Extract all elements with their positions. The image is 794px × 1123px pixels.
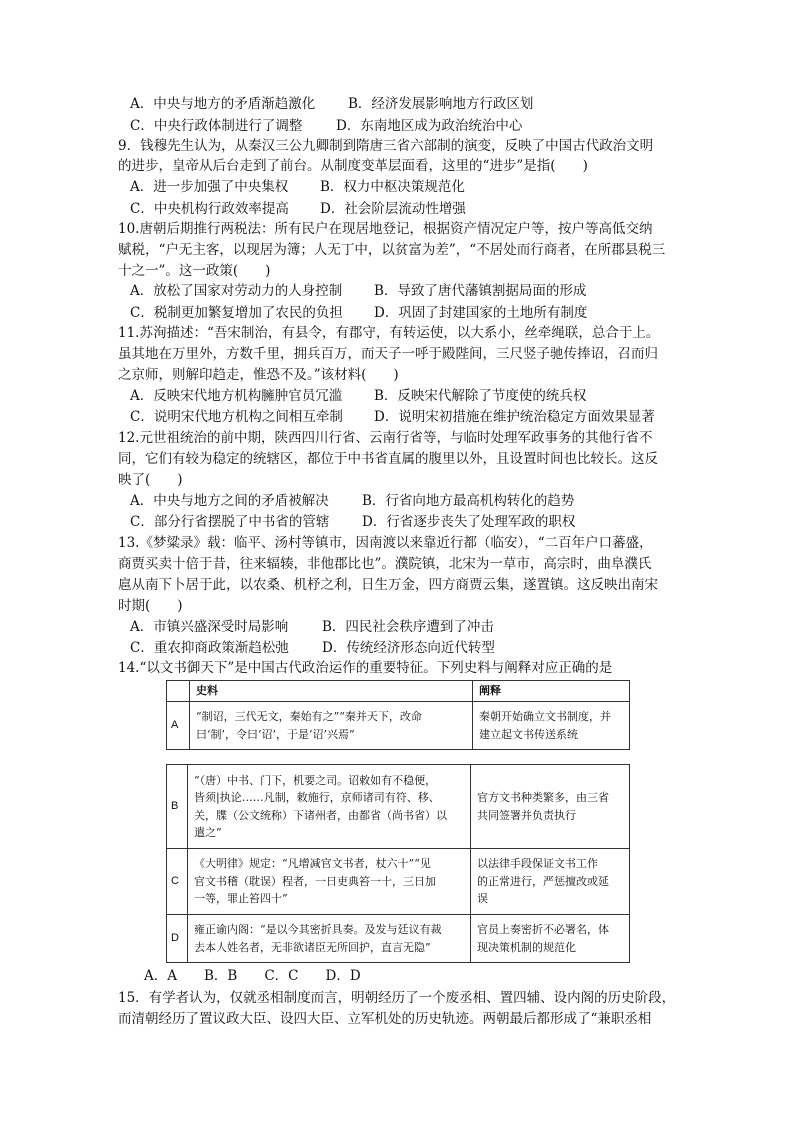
row-a-explanation — [473, 702, 630, 750]
q9-option-a: A．进一步加强了中央集权 — [130, 179, 289, 195]
row-a-label: A — [167, 702, 190, 750]
q13-stem-line-3: 扈从南下卜居于此，以农桑、机杼之利，日生万金，四方商贾云集，遂置镇。这反映出南宋 — [118, 577, 658, 593]
q12-stem-line-1: 12.元世祖统治的前中期，陕西四川行省、云南行省等，与临时处理军政事务的其他行省不 — [118, 430, 653, 446]
q11-options-row-1 — [130, 386, 690, 406]
q12-option-d: D．行省逐步丧失了处理军政的职权 — [362, 514, 576, 530]
q12-options-row-2 — [130, 512, 690, 532]
q11-stem-line-3: 之京师，则解印趋走，惟恐不及。”该材料( ) — [118, 367, 399, 383]
q12-options-row-1 — [130, 491, 690, 511]
row-c-source-line: 官文书稽（耽误）程者，一日吏典笞一十，三日加 — [194, 874, 436, 888]
row-d-explanation — [471, 915, 630, 963]
row-d-expl-line: 现决策机制的规范化 — [477, 940, 576, 954]
q11-option-a: A．反映宋代地方机构臃肿官员冗滥 — [130, 388, 343, 404]
q10-options-row-1 — [130, 281, 690, 301]
q13-option-a: A．市镇兴盛深受时局影响 — [130, 619, 289, 635]
row-a-source-line: 曰‘制’，令曰‘诏’，于是‘诏’兴焉” — [196, 727, 355, 741]
q12-option-a: A．中央与地方之间的矛盾被解决 — [130, 493, 329, 509]
q10-stem-line-2: 赋税，“户无主客，以现居为簿；人无丁中，以贫富为差”，“不居处而行商者，在所郡县税三 — [118, 242, 666, 258]
q13-stem-line-2: 商贾买卖十倍于昔，往来辐辏，非他郡比也”。濮院镇，北宋为一草市，高宗时，曲阜濮氏 — [118, 556, 652, 572]
q9-option-d: D．社会阶层流动性增强 — [320, 201, 466, 217]
q12-option-c: C．部分行省摆脱了中书省的管辖 — [130, 514, 330, 530]
q10-option-a: A．放松了国家对劳动力的人身控制 — [130, 283, 343, 299]
q13-option-c: C．重农抑商政策渐趋松弛 — [130, 640, 289, 656]
q14-table-header — [167, 681, 630, 702]
row-c-expl-line: 的正常进行，严惩擅改或延 — [477, 874, 609, 888]
q12-stem-line-2: 同，它们有较为稳定的统辖区，都位于中书省直属的腹里以外，且设置时间也比较长。这反 — [118, 451, 658, 467]
q13-option-b: B．四民社会秩序遭到了冲击 — [322, 619, 494, 635]
q8-option-b: B．经济发展影响地方行政区划 — [348, 96, 534, 112]
row-b-source-line: 关，牒（公文统称）下诸州者，由都省（尚书省）以 — [194, 808, 447, 822]
q10-stem-line-1: 10.唐朝后期推行两税法：所有民户在现居地登记，根据资产情况定户等，按户等高低交纳 — [118, 221, 653, 237]
q10-stem-line-3: 十之一”。这一政策( ) — [118, 263, 271, 279]
q13-options-row-2 — [130, 638, 690, 658]
q15-stem-line-1: 15．有学者认为，仅就丞相制度而言，明朝经历了一个废丞相、置四辅、设内阁的历史阶段， — [118, 990, 676, 1006]
q8-option-a: A．中央与地方的矛盾渐趋激化 — [130, 96, 316, 112]
row-c-expl-line: 以法律手段保证文书工作 — [477, 857, 598, 871]
q11-option-d: D．说明宋初措施在维护统治稳定方面效果显著 — [374, 409, 655, 425]
row-b-source-line: 遣之” — [194, 826, 222, 839]
q13-option-d: D．传统经济形态向近代转型 — [322, 640, 495, 656]
row-a-expl-line: 建立起文书传送系统 — [479, 727, 578, 741]
q11-stem-line-2: 虽其地在万里外，方数千里，拥兵百万，而天子一呼于殿陛间，三尺竖子驰传捧诏，召而归 — [118, 346, 658, 362]
q11-option-c: C．说明宋代地方机构之间相互牵制 — [130, 409, 343, 425]
row-c-explanation — [471, 849, 630, 915]
q11-options-row-2 — [130, 407, 690, 427]
row-d-source-line: 雍正谕内阁：“是以今其密折具奏。及发与廷议有裁 — [194, 923, 442, 936]
q9-option-c: C．中央机构行政效率提高 — [130, 201, 289, 217]
row-a-expl-line: 秦朝开始确立文书制度，并 — [479, 710, 611, 723]
q10-option-b: B．导致了唐代藩镇割据局面的形成 — [374, 283, 587, 299]
row-d-source-line: 去本人姓名者，无非欲诸臣无所回护，直言无隐” — [194, 940, 431, 954]
row-c-expl-line: 误 — [477, 892, 488, 906]
row-a-source-line: “制诏，三代无文，秦始有之”“秦并天下，改命 — [196, 710, 422, 723]
row-c-label: C — [167, 849, 188, 915]
row-d-label: D — [167, 915, 188, 963]
q13-stem-line-4: 时期( ) — [118, 598, 183, 614]
q13-options-row-1 — [130, 617, 690, 637]
row-b-explanation — [471, 765, 630, 849]
q14-table-top — [166, 680, 630, 750]
q9-stem-line-1: 9．钱穆先生认为，从秦汉三公九卿制到隋唐三省六部制的演变，反映了中国古代政治文明 — [118, 138, 654, 154]
row-c-source — [188, 849, 471, 915]
header-explanation: 阐释 — [473, 681, 630, 702]
q12-stem-line-3: 映了( ) — [118, 472, 183, 488]
row-b-expl-line: 官方文书种类繁多，由三省 — [477, 791, 609, 804]
q10-option-c: C．税制更加繁复增加了农民的负担 — [130, 305, 343, 321]
q11-stem-line-1: 11.苏洵描述：“吾宋制治，有县令，有郡守，有转运使，以大系小，丝牵绳联，总合于上。 — [118, 325, 660, 341]
q14-row-c — [167, 849, 630, 915]
q8-options-row-2 — [130, 116, 690, 136]
q10-options-row-2 — [130, 303, 690, 323]
row-b-source-line: “（唐）中书、门下，机要之司。诏敕如有不稳便， — [194, 773, 437, 787]
row-a-source — [190, 702, 473, 750]
q12-option-b: B．行省向地方最高机构转化的趋势 — [362, 493, 575, 509]
q8-option-d: D．东南地区成为政治统治中心 — [336, 118, 523, 134]
q14-stem: 14.“以文书御天下”是中国古代政治运作的重要特征。下列史料与阐释对应正确的是 — [118, 660, 613, 676]
q9-options-row-2 — [130, 199, 690, 219]
q14-row-a — [167, 702, 630, 750]
q13-stem-line-1: 13.《梦粱录》载：临平、汤村等镇市，因南渡以来靠近行都（临安），“二百年户口蕃盛， — [118, 535, 653, 551]
row-d-source — [188, 915, 471, 963]
q15-stem-line-2: 而清朝经历了置议政大臣、设四大臣、立军机处的历史轨迹。两朝最后都形成了“兼职丞相 — [118, 1011, 652, 1027]
header-source: 史料 — [190, 681, 473, 702]
q14-row-b — [167, 765, 630, 849]
q9-option-b: B．权力中枢决策规范化 — [320, 179, 465, 195]
row-b-expl-line: 共同签署并负责执行 — [477, 808, 576, 822]
q8-options-row-1 — [130, 94, 690, 114]
row-c-source-line: 一等，罪止笞四十” — [194, 892, 288, 906]
row-b-source-line: 皆须|执论……凡制，敕施行，京师诸司有符、移、 — [194, 791, 440, 804]
q14-answer-options: A．A B．B C．C D．D — [144, 968, 361, 984]
q14-table-bottom — [166, 764, 630, 963]
header-label-cell — [167, 681, 190, 702]
row-d-expl-line: 官员上奏密折不必署名，体 — [477, 923, 609, 936]
q11-option-b: B．反映宋代解除了节度使的统兵权 — [374, 388, 587, 404]
q9-stem-line-2: 的进步，皇帝从后台走到了前台。从制度变革层面看，这里的“进步”是指( ) — [118, 158, 588, 174]
row-b-label: B — [167, 765, 188, 849]
q9-options-row-1 — [130, 177, 690, 197]
q8-option-c: C．中央行政体制进行了调整 — [130, 118, 303, 134]
row-c-source-line: 《大明律》规定：“凡增减官文书者，杖六十”“见 — [194, 857, 431, 871]
row-b-source — [188, 765, 471, 849]
q10-option-d: D．巩固了封建国家的土地所有制度 — [374, 305, 588, 321]
q14-row-d — [167, 915, 630, 963]
